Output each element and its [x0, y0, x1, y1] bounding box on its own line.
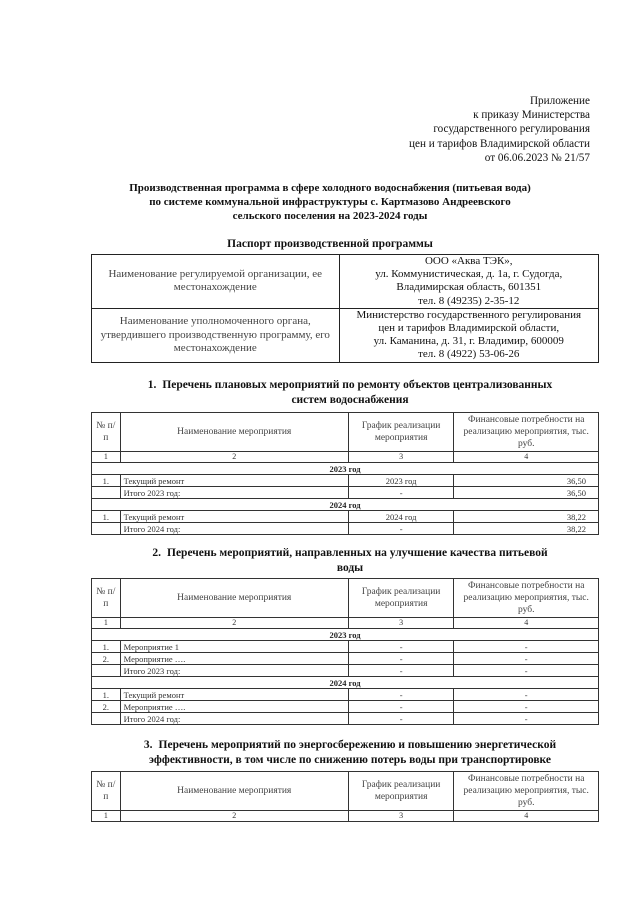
appendix-line: от 06.06.2023 № 21/57 — [484, 151, 590, 164]
passport-value-line: цен и тарифов Владимирской области, — [378, 322, 560, 335]
col-number: 2 — [120, 452, 348, 463]
col-header-number: № п/п — [92, 772, 121, 811]
col-header-schedule: График реализации мероприятия — [348, 772, 454, 811]
col-number: 2 — [120, 618, 348, 629]
row-schedule: - — [348, 641, 454, 653]
row-number: 1. — [92, 641, 121, 653]
col-header-cost: Финансовые потребности на реализацию мероприятия, тыс. руб. — [454, 579, 599, 618]
row-cost: - — [454, 689, 599, 701]
title-line: по системе коммунальной инфраструктуры с. Картмазово Андреевского — [149, 196, 511, 208]
year-row — [92, 629, 599, 641]
column-number-row — [92, 452, 599, 463]
col-header-name: Наименование мероприятия — [120, 579, 348, 618]
passport-value — [339, 308, 599, 362]
row-cost: - — [454, 665, 599, 677]
row-number: 1. — [92, 511, 121, 523]
passport-table — [91, 254, 599, 363]
row-number: 2. — [92, 701, 121, 713]
appendix-line: Приложение — [529, 95, 590, 107]
passport-value-line: Министерство государственного регулирования — [356, 308, 582, 321]
passport-value-line: ул. Коммунистическая, д. 1а, г. Судогда, — [375, 268, 563, 281]
section-title-line: воды — [336, 562, 364, 574]
row-name: Текущий ремонт — [120, 475, 348, 487]
row-name: Итого 2023 год: — [120, 665, 348, 677]
passport-value-line: Владимирская область, 601351 — [396, 281, 542, 294]
section-title-line: Перечень мероприятий, направленных на улучшение качества питьевой — [167, 547, 548, 559]
table-row — [92, 511, 599, 523]
passport-row — [92, 255, 599, 309]
year-label: 2023 год — [92, 463, 599, 475]
row-cost: 38,22 — [454, 523, 599, 535]
appendix-line: цен и тарифов Владимирской области — [409, 137, 590, 150]
row-name: Текущий ремонт — [120, 511, 348, 523]
col-number: 2 — [120, 811, 348, 822]
row-schedule: - — [348, 487, 454, 499]
col-header-cost: Финансовые потребности на реализацию мероприятия, тыс. руб. — [454, 772, 599, 811]
table-header-row — [92, 413, 599, 452]
year-label: 2024 год — [92, 499, 599, 511]
row-number — [92, 665, 121, 677]
col-number: 1 — [92, 452, 121, 463]
col-header-cost: Финансовые потребности на реализацию мероприятия, тыс. руб. — [454, 413, 599, 452]
table-row — [92, 653, 599, 665]
row-schedule: 2023 год — [348, 475, 454, 487]
row-name: Мероприятие 1 — [120, 641, 348, 653]
table-row — [92, 487, 599, 499]
column-number-row — [92, 811, 599, 822]
year-row — [92, 499, 599, 511]
passport-value — [339, 255, 599, 309]
col-header-number: № п/п — [92, 579, 121, 618]
row-cost: 36,50 — [454, 475, 599, 487]
table-row — [92, 713, 599, 725]
row-cost: - — [454, 653, 599, 665]
row-schedule: - — [348, 701, 454, 713]
row-name: Итого 2023 год: — [120, 487, 348, 499]
row-cost: - — [454, 713, 599, 725]
table-header-row — [92, 772, 599, 811]
section-title-line: Перечень мероприятий по энергосбережению и повышению энергетической — [158, 739, 557, 751]
col-number: 3 — [348, 618, 454, 629]
section-title-line: систем водоснабжения — [291, 394, 409, 406]
appendix-line: государственного регулирования — [433, 123, 590, 136]
col-header-number: № п/п — [92, 413, 121, 452]
passport-row — [92, 308, 599, 362]
column-number-row — [92, 618, 599, 629]
passport-label: Наименование регулируемой организации, ее местонахождение — [92, 255, 340, 309]
row-number: 1. — [92, 689, 121, 701]
row-number: 1. — [92, 475, 121, 487]
table-row — [92, 665, 599, 677]
row-cost: - — [454, 701, 599, 713]
section-number: 2. — [152, 547, 161, 559]
row-name: Мероприятие …. — [120, 653, 348, 665]
appendix-block — [290, 94, 590, 165]
year-label: 2024 год — [92, 677, 599, 689]
row-cost: 36,50 — [454, 487, 599, 499]
row-name: Итого 2024 год: — [120, 713, 348, 725]
row-number — [92, 487, 121, 499]
col-number: 4 — [454, 811, 599, 822]
section-1-table — [91, 412, 599, 535]
document-title — [60, 181, 600, 223]
passport-heading: Паспорт производственной программы — [227, 238, 433, 250]
title-line: сельского поселения на 2023-2024 годы — [232, 210, 428, 222]
year-label: 2023 год — [92, 629, 599, 641]
col-number: 4 — [454, 618, 599, 629]
row-cost: - — [454, 641, 599, 653]
row-name: Текущий ремонт — [120, 689, 348, 701]
row-schedule: - — [348, 689, 454, 701]
table-row — [92, 641, 599, 653]
section-title-line: эффективности, в том числе по снижению потерь воды при транспортировке — [149, 754, 551, 766]
table-row — [92, 701, 599, 713]
section-1-heading — [110, 378, 590, 408]
passport-value-line: ул. Каманина, д. 31, г. Владимир, 600009 — [373, 335, 564, 348]
col-number: 1 — [92, 811, 121, 822]
row-schedule: - — [348, 523, 454, 535]
table-row — [92, 475, 599, 487]
title-line: Производственная программа в сфере холодного водоснабжения (питьевая вода) — [129, 182, 531, 194]
table-row — [92, 523, 599, 535]
table-header-row — [92, 579, 599, 618]
col-header-schedule: График реализации мероприятия — [348, 579, 454, 618]
year-row — [92, 463, 599, 475]
section-2-table — [91, 578, 599, 725]
col-number: 1 — [92, 618, 121, 629]
passport-label: Наименование уполномоченного органа, утвердившего производственную программу, его местонахождение — [92, 308, 340, 362]
section-number: 3. — [143, 739, 153, 751]
row-schedule: - — [348, 665, 454, 677]
row-cost: 38,22 — [454, 511, 599, 523]
row-number — [92, 523, 121, 535]
col-header-name: Наименование мероприятия — [120, 413, 348, 452]
section-3-heading — [100, 738, 600, 768]
row-schedule: - — [348, 653, 454, 665]
col-header-name: Наименование мероприятия — [120, 772, 348, 811]
section-title-line: Перечень плановых мероприятий по ремонту объектов централизованных — [162, 379, 553, 391]
passport-value-line: тел. 8 (4922) 53-06-26 — [418, 348, 520, 361]
passport-value-line: ООО «Аква ТЭК», — [424, 255, 513, 267]
section-3-table — [91, 771, 599, 822]
section-number: 1. — [147, 379, 157, 391]
row-name: Итого 2024 год: — [120, 523, 348, 535]
row-number — [92, 713, 121, 725]
row-schedule: - — [348, 713, 454, 725]
col-number: 3 — [348, 452, 454, 463]
col-header-schedule: График реализации мероприятия — [348, 413, 454, 452]
table-row — [92, 689, 599, 701]
section-2-heading — [110, 546, 590, 576]
row-number: 2. — [92, 653, 121, 665]
col-number: 4 — [454, 452, 599, 463]
passport-value-line: тел. 8 (49235) 2-35-12 — [418, 294, 520, 307]
row-schedule: 2024 год — [348, 511, 454, 523]
appendix-line: к приказу Министерства — [473, 109, 590, 122]
col-number: 3 — [348, 811, 454, 822]
row-name: Мероприятие …. — [120, 701, 348, 713]
year-row — [92, 677, 599, 689]
